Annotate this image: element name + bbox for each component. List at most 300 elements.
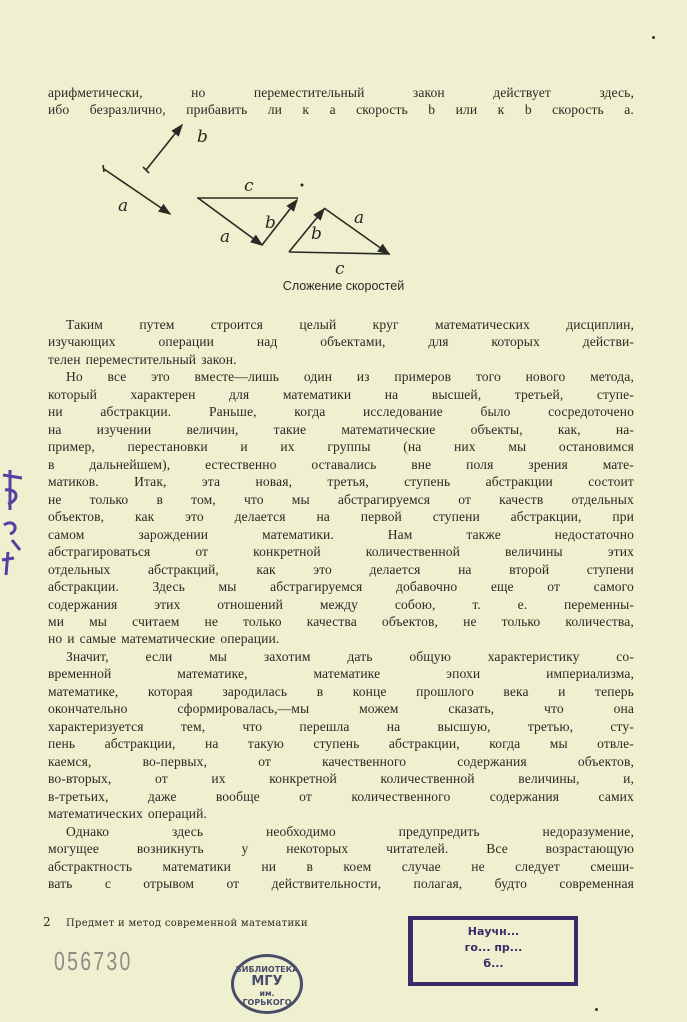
word: третья, — [327, 474, 369, 489]
word: a — [329, 102, 336, 117]
word: для — [229, 387, 250, 402]
text-line — [48, 561, 634, 578]
word: закон — [412, 85, 445, 100]
word: абстракции — [485, 474, 553, 489]
word: добавочно — [396, 579, 458, 594]
word: такую — [247, 736, 284, 751]
word: сказать, — [448, 701, 495, 716]
word: конце — [352, 684, 387, 699]
text-line — [48, 526, 634, 543]
word: сту- — [610, 719, 634, 734]
word: математических — [434, 317, 530, 332]
ink-dot — [595, 1008, 598, 1011]
word: на- — [615, 422, 634, 437]
vector-a — [104, 169, 170, 214]
word: мы — [549, 736, 568, 751]
word: здесь — [172, 824, 204, 839]
word: один — [303, 369, 333, 384]
word: конкретной — [253, 544, 321, 559]
word: характеристику — [487, 649, 580, 664]
text-line — [48, 613, 634, 630]
word: дисциплин, — [566, 317, 634, 332]
word: высшую, — [437, 719, 491, 734]
word: ступени — [432, 509, 480, 524]
word: на — [386, 719, 401, 734]
word: величины, — [518, 771, 580, 786]
word: состоит — [588, 474, 634, 489]
word: коем — [343, 859, 372, 874]
word: количества, — [565, 614, 634, 629]
word: самих — [598, 789, 634, 804]
word: возрастающую — [545, 841, 634, 856]
word: мате- — [602, 457, 634, 472]
word: но — [191, 85, 206, 100]
word: захотим — [263, 649, 311, 664]
word: ступень — [313, 736, 360, 751]
word: абстракции, — [388, 736, 460, 751]
word: тем, — [180, 719, 206, 734]
word: мы — [291, 492, 310, 507]
word: отвле- — [597, 736, 634, 751]
word: века — [503, 684, 529, 699]
word: математике, — [48, 684, 119, 699]
label-b: b — [197, 127, 208, 147]
word: когда — [294, 404, 326, 419]
word: действует — [493, 85, 551, 100]
word: скорость — [356, 102, 408, 117]
text-line — [48, 665, 634, 682]
word: в — [48, 457, 55, 472]
word: общую — [409, 649, 451, 664]
word: конкретной — [269, 771, 337, 786]
label-c: c — [244, 176, 254, 196]
word: Все — [486, 841, 508, 856]
word: самого — [593, 579, 634, 594]
word: даже — [147, 789, 177, 804]
figure-caption: Сложение скоростей — [282, 279, 405, 293]
word: оставались — [311, 457, 377, 472]
word: теперь — [595, 684, 634, 699]
word: этих — [154, 597, 181, 612]
word: абстрагируемся — [337, 492, 431, 507]
word: к — [302, 102, 310, 117]
word: мы — [89, 614, 108, 629]
word: которых — [491, 334, 540, 349]
word: закон. — [201, 352, 237, 367]
word: строится — [210, 317, 263, 332]
word: содержания — [457, 754, 527, 769]
library-stamp: БИБЛИОТЕКА МГУ им. ГОРЬКОГО — [231, 954, 303, 1014]
word: но — [48, 631, 63, 646]
word: из — [356, 369, 370, 384]
word: Нам — [387, 527, 413, 542]
word: скорость — [552, 102, 604, 117]
word: от — [458, 492, 472, 507]
text-line — [48, 753, 634, 770]
word: арифметически, — [48, 85, 143, 100]
word: что — [242, 719, 263, 734]
word: количественной — [365, 544, 460, 559]
word: это — [313, 562, 332, 577]
text-line — [48, 875, 634, 892]
word: содержания — [48, 597, 118, 612]
word: на — [316, 509, 330, 524]
text-line — [48, 84, 634, 101]
word: мы — [209, 649, 228, 664]
word: с — [104, 876, 111, 891]
text-line — [66, 316, 634, 333]
word: изучении — [96, 422, 152, 437]
word: еще — [490, 579, 514, 594]
text-line — [48, 473, 634, 490]
word: самые — [79, 631, 117, 646]
word: это — [151, 369, 170, 384]
text-line — [48, 578, 634, 595]
text-line — [48, 351, 634, 368]
word: от — [299, 789, 312, 804]
text-line — [48, 508, 634, 525]
word: операций. — [147, 806, 207, 821]
word: группы — [327, 439, 371, 454]
word: могущее — [48, 841, 100, 856]
word: круг — [372, 317, 399, 332]
word: операции. — [220, 631, 280, 646]
word: полагая, — [413, 876, 463, 891]
velocity-addition-figure — [0, 115, 687, 285]
word: мы — [508, 439, 527, 454]
word: дать — [347, 649, 373, 664]
word: вместе—лишь — [194, 369, 280, 384]
word: высшей, — [431, 387, 482, 402]
word: телен — [48, 352, 81, 367]
word: безразлично, — [89, 102, 166, 117]
ink-dot — [652, 36, 655, 39]
word: не — [48, 492, 62, 507]
word: ибо — [48, 102, 70, 117]
word: ступени — [586, 562, 634, 577]
word: нового — [525, 369, 566, 384]
word: также — [466, 527, 501, 542]
word: третьей, — [514, 387, 564, 402]
word: прибавить — [186, 102, 248, 117]
word: самом — [48, 527, 85, 542]
text-line — [48, 770, 634, 787]
word: абстракции. — [100, 404, 172, 419]
word: как — [134, 509, 155, 524]
word: эта — [201, 474, 221, 489]
word: от — [258, 754, 271, 769]
word: следует — [515, 859, 560, 874]
word: не — [204, 614, 218, 629]
signature-number: 2 — [43, 915, 51, 929]
word: отрывом — [143, 876, 195, 891]
word: этих — [607, 544, 634, 559]
word: величины — [504, 544, 563, 559]
text-line — [48, 491, 634, 508]
word: Здесь — [152, 579, 185, 594]
word: содержания — [489, 789, 560, 804]
word: которая — [147, 684, 193, 699]
word: абстрагируемся — [270, 579, 363, 594]
word: вне — [411, 457, 432, 472]
word: что — [544, 701, 564, 716]
word: когда — [489, 736, 521, 751]
word: если — [145, 649, 173, 664]
word: и, — [623, 771, 634, 786]
word: необходимо — [266, 824, 336, 839]
text-line — [48, 718, 634, 735]
word: над — [256, 334, 278, 349]
word: считаем — [132, 614, 180, 629]
word: вообще — [215, 789, 260, 804]
word: ми — [48, 614, 65, 629]
word: поля — [466, 457, 494, 472]
word: количественной — [380, 771, 475, 786]
word: математики — [162, 859, 231, 874]
word: Но — [66, 369, 83, 384]
word: объектов, — [381, 614, 439, 629]
word: переместительный — [253, 85, 365, 100]
word: перестановки — [127, 439, 208, 454]
word: остановимся — [558, 439, 634, 454]
word: математики — [282, 387, 352, 402]
word: окончательно — [48, 701, 128, 716]
word: Итак, — [134, 474, 167, 489]
word: недоразумение, — [542, 824, 634, 839]
word: характерен — [130, 387, 196, 402]
word: зародилась — [222, 684, 288, 699]
word: недостаточно — [554, 527, 634, 542]
word: империализма, — [546, 666, 634, 681]
word: е. — [517, 597, 528, 612]
word: у — [241, 841, 249, 856]
word: объекты, — [470, 422, 523, 437]
label-c: c — [335, 259, 345, 279]
word: для — [428, 334, 449, 349]
word: их — [211, 771, 226, 786]
word: ни — [48, 404, 63, 419]
word: ни — [261, 859, 277, 874]
label-a: a — [220, 227, 231, 247]
text-line — [66, 648, 634, 665]
word: исследование — [363, 404, 443, 419]
word: того — [475, 369, 501, 384]
text-line — [48, 630, 634, 647]
text-line — [48, 805, 634, 822]
word: абстрактность — [48, 859, 133, 874]
text-line — [48, 840, 634, 857]
word: a. — [624, 102, 634, 117]
word: b — [524, 102, 532, 117]
word: смеши- — [590, 859, 634, 874]
signature-title: Предмет и метод современной математики — [66, 918, 308, 929]
text-line — [48, 788, 634, 805]
word: на — [458, 562, 472, 577]
word: метода, — [590, 369, 634, 384]
word: только — [501, 614, 541, 629]
word: изучающих — [48, 334, 116, 349]
word: абстрагироваться — [48, 544, 151, 559]
word: ступе- — [596, 387, 634, 402]
text-line — [48, 456, 634, 473]
word: собою, — [394, 597, 436, 612]
word: во-вторых, — [48, 771, 112, 786]
word: на — [204, 736, 219, 751]
text-line — [66, 823, 634, 840]
word: их — [280, 439, 295, 454]
word: только — [243, 614, 282, 629]
word: возникнуть — [136, 841, 204, 856]
word: (на — [403, 439, 422, 454]
word: действи- — [582, 334, 634, 349]
word: величин, — [186, 422, 239, 437]
word: во-первых, — [142, 754, 208, 769]
word: от — [226, 876, 240, 891]
word: математических — [48, 806, 143, 821]
word: предупредить — [398, 824, 480, 839]
word: между — [319, 597, 359, 612]
word: объектов, — [48, 509, 105, 524]
word: объектами, — [320, 334, 386, 349]
word: пень — [48, 736, 76, 751]
word: абстракций, — [147, 562, 219, 577]
word: вать — [48, 876, 73, 891]
word: она — [613, 701, 634, 716]
word: математические — [341, 422, 436, 437]
word: при — [612, 509, 634, 524]
word: переменны- — [564, 597, 634, 612]
word: делается — [369, 562, 421, 577]
word: на — [384, 387, 399, 402]
label-b: b — [311, 224, 322, 244]
word: отдельных — [48, 562, 111, 577]
word: некоторых — [286, 841, 349, 856]
word: зрения — [528, 457, 568, 472]
word: математике, — [177, 666, 248, 681]
word: в — [306, 859, 314, 874]
word: качества — [306, 614, 357, 629]
word: прошлого — [416, 684, 474, 699]
word: Раньше, — [208, 404, 257, 419]
word: временной — [48, 666, 112, 681]
word: и — [67, 631, 75, 646]
word: них — [454, 439, 476, 454]
word: только — [89, 492, 129, 507]
word: будто — [494, 876, 527, 891]
triangle2-c — [289, 252, 390, 254]
word: современная — [559, 876, 634, 891]
word: сформировалась,—мы — [177, 701, 310, 716]
text-line — [48, 333, 634, 350]
word: от — [155, 771, 168, 786]
word: зарождении — [138, 527, 209, 542]
word: в — [156, 492, 163, 507]
label-a: a — [118, 196, 129, 216]
text-line — [48, 438, 634, 455]
word: путем — [139, 317, 175, 332]
word: от — [547, 579, 561, 594]
word: в — [316, 684, 324, 699]
word: на — [48, 422, 62, 437]
word: это — [185, 509, 204, 524]
word: эпохи — [446, 666, 481, 681]
word: переместительный — [85, 352, 197, 367]
word: абстракции, — [104, 736, 176, 751]
word: качеств — [499, 492, 544, 507]
word: ступень — [404, 474, 451, 489]
ink-dot — [301, 184, 304, 187]
text-line — [48, 858, 634, 875]
text-line — [48, 543, 634, 560]
word: отдельных — [571, 492, 634, 507]
word: примеров — [394, 369, 452, 384]
word: делается — [234, 509, 286, 524]
word: объектов, — [577, 754, 634, 769]
word: здесь, — [599, 85, 634, 100]
word: от — [195, 544, 209, 559]
word: абстракции. — [48, 579, 119, 594]
word: не — [463, 614, 477, 629]
word: абстракции, — [510, 509, 582, 524]
rectangular-stamp: Научн... го... пр... б... — [408, 916, 578, 986]
word: к — [497, 102, 505, 117]
word: дальнейшем), — [89, 457, 171, 472]
vector-a-tail — [103, 165, 104, 172]
word: математике — [313, 666, 381, 681]
word: ли — [267, 102, 282, 117]
word: количественного — [351, 789, 451, 804]
word: и — [558, 684, 566, 699]
word: математические — [121, 631, 216, 646]
word: характеризуется — [48, 719, 144, 734]
word: каемся, — [48, 754, 92, 769]
word: качественного — [322, 754, 407, 769]
word: или — [455, 102, 478, 117]
word: первой — [360, 509, 402, 524]
word: который — [48, 387, 97, 402]
word: было — [480, 404, 511, 419]
word: второй — [509, 562, 550, 577]
word: целый — [299, 317, 337, 332]
text-line — [48, 403, 634, 420]
label-b: b — [265, 213, 276, 233]
word: не — [471, 859, 485, 874]
word: такие — [273, 422, 307, 437]
word: мы — [218, 579, 237, 594]
word: Таким — [66, 317, 103, 332]
inventory-number: 056730 — [54, 946, 133, 976]
word: новая, — [255, 474, 293, 489]
word: что — [243, 492, 264, 507]
word: т. — [472, 597, 481, 612]
text-line — [48, 700, 634, 717]
word: Значит, — [66, 649, 109, 664]
word: действительности, — [271, 876, 382, 891]
word: b — [428, 102, 436, 117]
text-line — [66, 368, 634, 385]
vector-b — [146, 125, 182, 170]
text-line — [48, 386, 634, 403]
word: отношений — [217, 597, 284, 612]
word: третью, — [527, 719, 574, 734]
word: естественно — [205, 457, 277, 472]
word: перешла — [299, 719, 350, 734]
word: со- — [616, 649, 634, 664]
word: как — [256, 562, 276, 577]
word: пример, — [48, 439, 95, 454]
text-line — [48, 596, 634, 613]
word: как, — [557, 422, 581, 437]
